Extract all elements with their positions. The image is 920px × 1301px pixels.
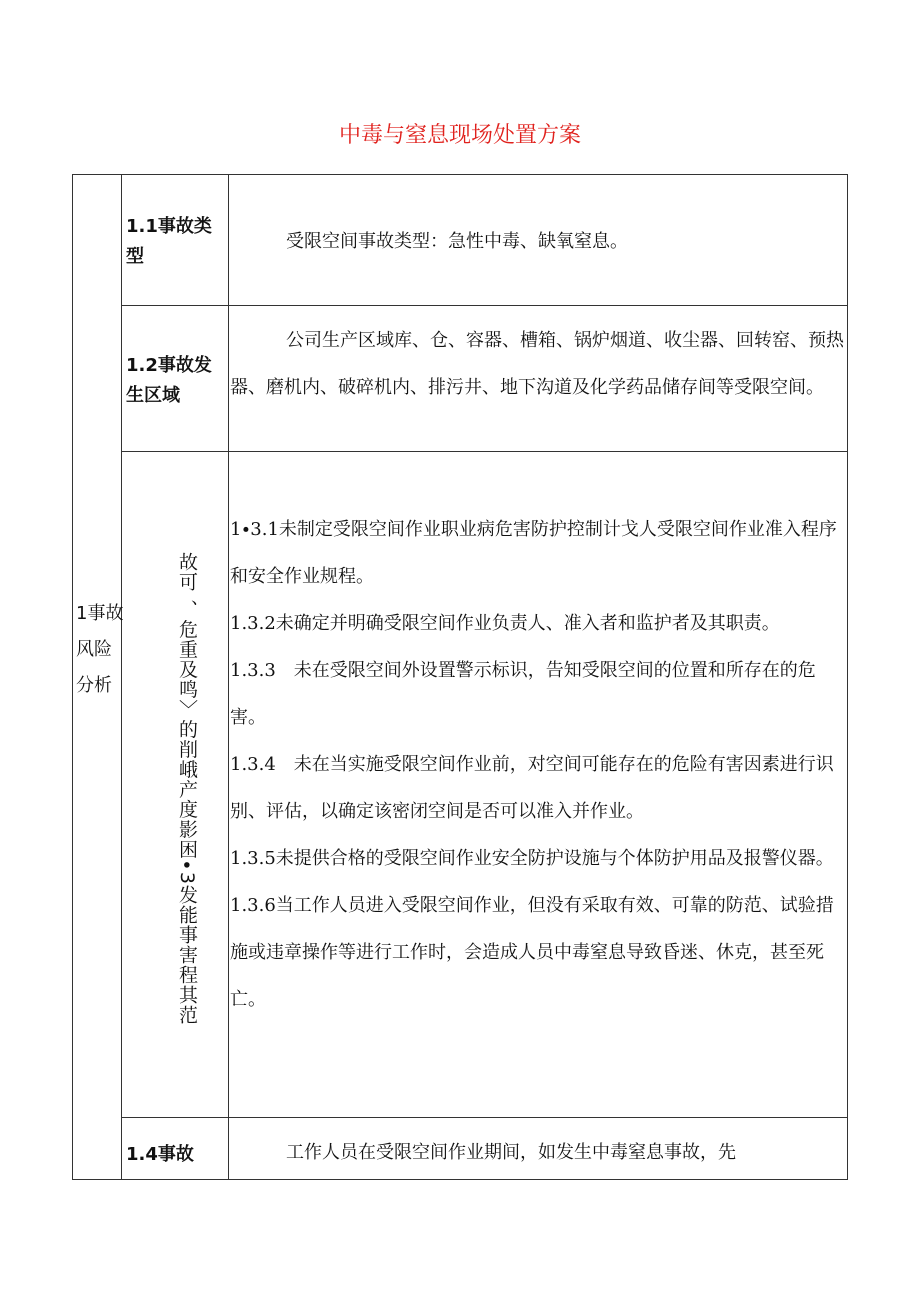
row-divider [121, 451, 848, 452]
row-content-accident-area: 公司生产区域库、仓、容器、槽箱、锅炉烟道、收尘器、回转窑、预热器、磨机内、破碎机内、排污井、地下沟道及化学药品储存间等受限空间。 [230, 330, 844, 398]
row-label-accident-type: 1.1事故类型 [126, 216, 212, 267]
row-content-hazard-list [230, 506, 844, 1023]
hazard-item: 1.3.5未提供合格的受限空间作业安全防护设施与个体防护用品及报警仪器。 [230, 848, 834, 869]
row-content-accident-type: 受限空间事故类型：急性中毒、缺氧窒息。 [286, 231, 628, 252]
hazard-item: 1.3.3 未在受限空间外设置警示标识，告知受限空间的位置和所存在的危害。 [230, 660, 816, 728]
column-divider [228, 174, 229, 1180]
hazard-item: 1.3.2未确定并明确受限空间作业负责人、准入者和监护者及其职责。 [230, 613, 780, 634]
document-title: 中毒与窒息现场处置方案 [338, 123, 581, 148]
row-content-accident-response: 工作人员在受限空间作业期间，如发生中毒窒息事故，先 [286, 1142, 736, 1163]
row-label-accident-response: 1.4事故 [126, 1144, 194, 1165]
row-label-accident-area: 1.2事故发生区域 [126, 355, 212, 406]
category-label: 1事故风险分析 [76, 603, 124, 696]
row-label-hazard-scope: 故可 、危重及鸣〉的削峨产度影困∙3发能事害程其范 [176, 552, 198, 1026]
hazard-item: 1.3.4 未在当实施受限空间作业前，对空间可能存在的危险有害因素进行识别、评估，以确定该密闭空间是否可以准入并作业。 [230, 754, 834, 822]
row-divider [121, 1117, 848, 1118]
hazard-item: 1.3.6当工作人员进入受限空间作业，但没有采取有效、可靠的防范、试验措施或违章操作等进行工作时，会造成人员中毒窒息导致昏迷、休克，甚至死亡。 [230, 895, 834, 1010]
hazard-item: 1∙3.1未制定受限空间作业职业病危害防护控制计戈人受限空间作业准入程序和安全作业规程。 [230, 519, 837, 587]
row-divider [121, 305, 848, 306]
